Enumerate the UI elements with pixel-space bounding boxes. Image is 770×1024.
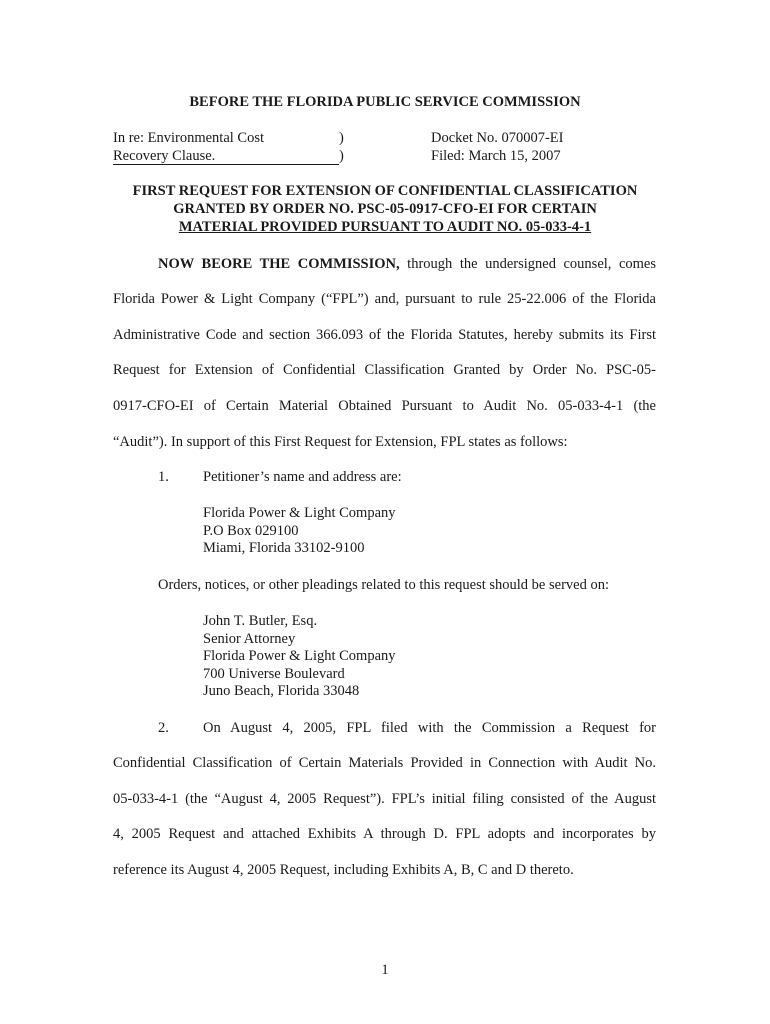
address-line: Florida Power & Light Company bbox=[203, 505, 396, 521]
docket-number: Docket No. 070007-EI bbox=[431, 130, 564, 146]
item2-line-1: Confidential Classification of Certain Materials Provided in Connection with Audit No. bbox=[113, 755, 656, 771]
item2-line-3: 4, 2005 Request and attached Exhibits A through D. FPL adopts and incorporates by bbox=[113, 826, 656, 842]
title-line2: GRANTED BY ORDER NO. PSC-05-0917-CFO-EI FOR CERTAIN bbox=[173, 201, 597, 217]
document-heading: BEFORE THE FLORIDA PUBLIC SERVICE COMMISSION bbox=[189, 94, 581, 110]
item2-line-2: 05-033-4-1 (the “August 4, 2005 Request”). FPL’s initial filing consisted of the August bbox=[113, 791, 656, 807]
caption-paren-2: ) bbox=[339, 148, 344, 164]
address-line: Senior Attorney bbox=[203, 630, 296, 647]
title-line3-wrap bbox=[0, 219, 770, 236]
address-line: 700 Universe Boulevard bbox=[203, 665, 345, 682]
address-line: Juno Beach, Florida 33048 bbox=[203, 683, 360, 699]
title-line3: MATERIAL PROVIDED PURSUANT TO AUDIT NO. 05-033-4-1 bbox=[178, 219, 592, 235]
page-number: 1 bbox=[381, 962, 389, 978]
address-line: Florida Power & Light Company bbox=[203, 648, 396, 664]
caption-left-line2: Recovery Clause. bbox=[113, 148, 216, 164]
item2-line-4: reference its August 4, 2005 Request, including Exhibits A, B, C and D thereto. bbox=[113, 862, 574, 878]
caption-paren-1: ) bbox=[339, 130, 344, 146]
caption-left-line2-wrap bbox=[113, 148, 339, 165]
caption-left-line1: In re: Environmental Cost bbox=[113, 130, 265, 146]
address-line: Miami, Florida 33102-9100 bbox=[203, 540, 365, 556]
intro-line-1: Florida Power & Light Company (“FPL”) and, pursuant to rule 25-22.006 of the Florida bbox=[113, 291, 656, 307]
intro-lead-bold: NOW BEORE THE COMMISSION, bbox=[158, 256, 400, 272]
filed-date: Filed: March 15, 2007 bbox=[431, 148, 561, 164]
title-line1: FIRST REQUEST FOR EXTENSION OF CONFIDENTIAL CLASSIFICATION bbox=[132, 183, 638, 199]
address-line: John T. Butler, Esq. bbox=[203, 613, 318, 629]
intro-line-5: “Audit”). In support of this First Request for Extension, FPL states as follows: bbox=[113, 434, 568, 450]
intro-line-3: Request for Extension of Confidential Classification Granted by Order No. PSC-05- bbox=[113, 362, 656, 378]
intro-lead-rest: through the undersigned counsel, comes bbox=[399, 256, 656, 272]
item2-first-line: On August 4, 2005, FPL filed with the Commission a Request for bbox=[203, 720, 656, 736]
intro-line-2: Administrative Code and section 366.093 of the Florida Statutes, hereby submits its First bbox=[113, 327, 656, 343]
service-text: Orders, notices, or other pleadings related to this request should be served on: bbox=[158, 577, 609, 593]
item1-text: Petitioner’s name and address are: bbox=[203, 469, 402, 485]
address-line: P.O Box 029100 bbox=[203, 522, 299, 539]
petitioner-address bbox=[203, 505, 396, 558]
item1-number: 1. bbox=[158, 469, 169, 485]
item2-number: 2. bbox=[158, 720, 169, 736]
intro-line-4: 0917-CFO-EI of Certain Material Obtained Pursuant to Audit No. 05-033-4-1 (the bbox=[113, 398, 656, 414]
service-address bbox=[203, 613, 396, 701]
intro-first-line bbox=[158, 256, 656, 273]
